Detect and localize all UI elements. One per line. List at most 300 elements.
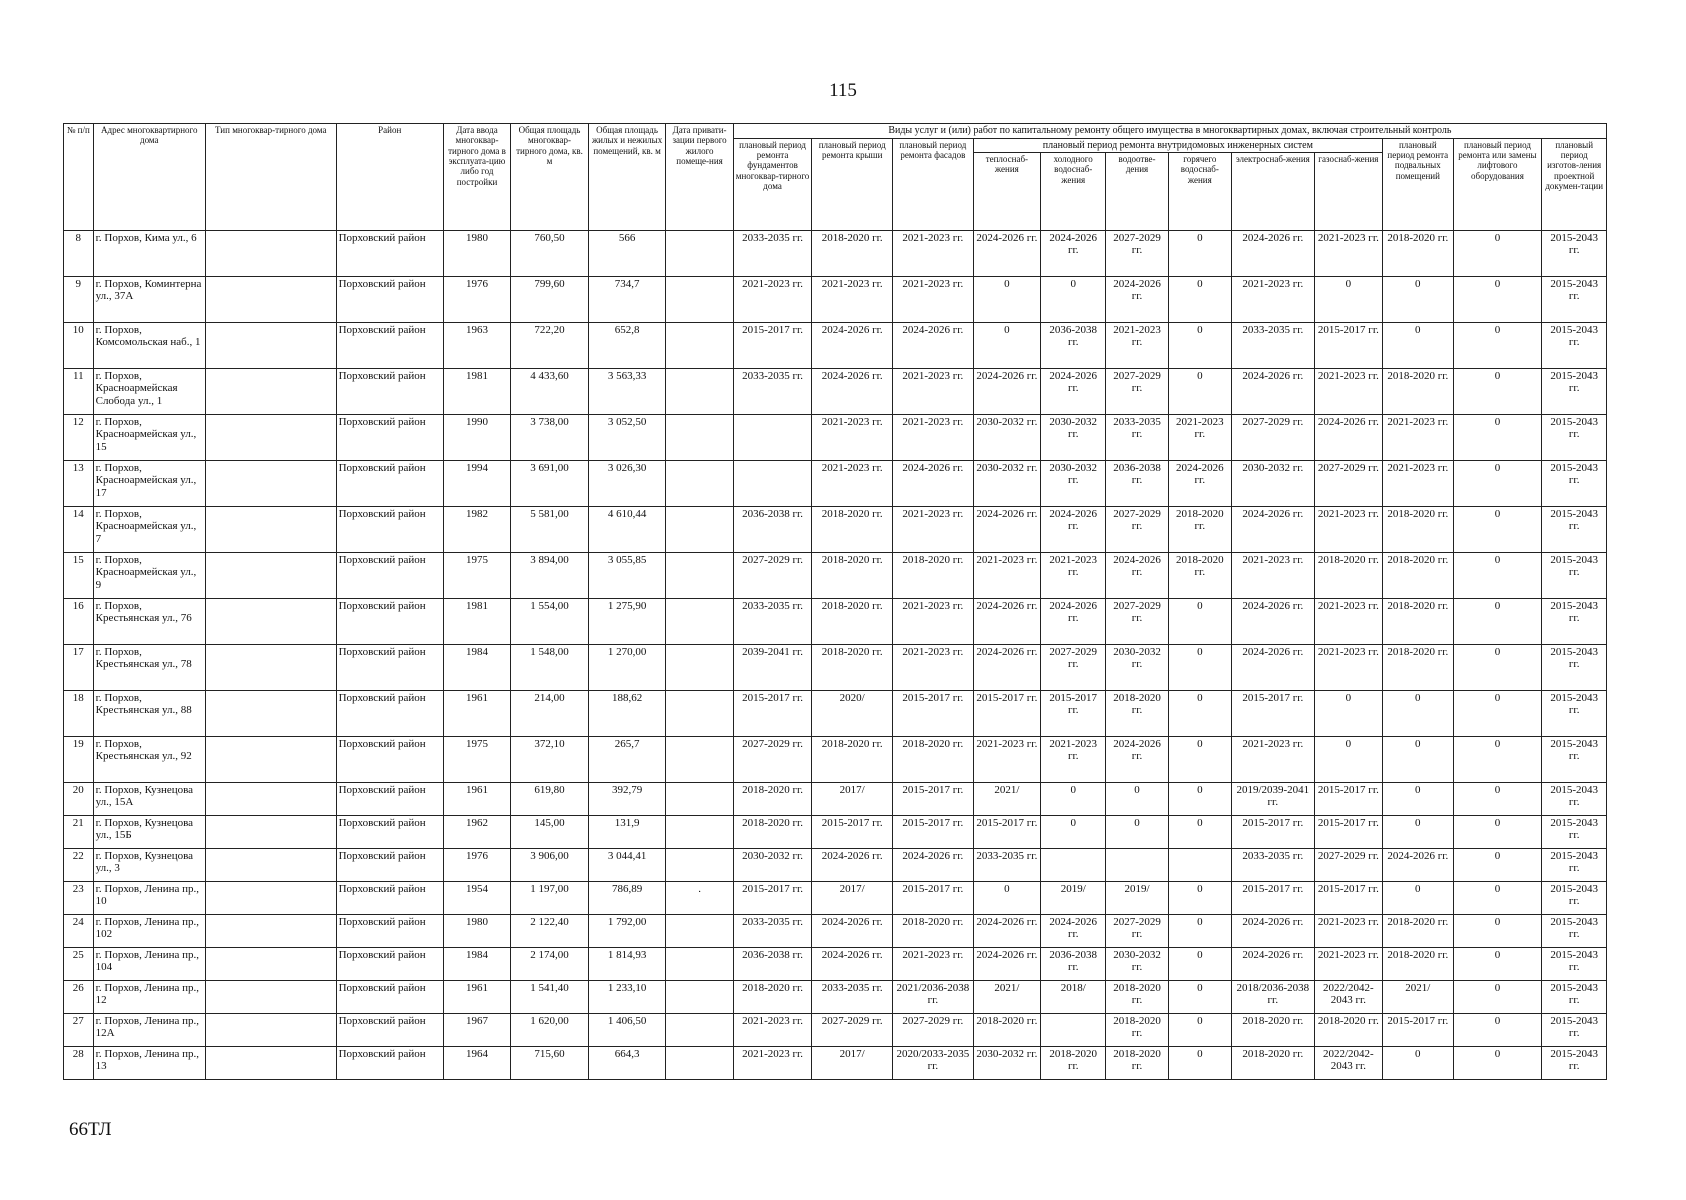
- year-cell: 1976: [443, 849, 510, 882]
- district-cell: Порховский район: [336, 645, 443, 691]
- electric-supply-cell: 2024-2026 гг.: [1231, 645, 1314, 691]
- total-area-cell: 1 197,00: [511, 882, 589, 915]
- total-area-cell: 3 691,00: [511, 461, 589, 507]
- facade-cell: 2024-2026 гг.: [893, 323, 974, 369]
- basement-cell: 2018-2020 гг.: [1383, 231, 1453, 277]
- privatization-cell: [666, 323, 733, 369]
- cold-water-cell: 2030-2032 гг.: [1041, 415, 1106, 461]
- facade-cell: 2015-2017 гг.: [893, 816, 974, 849]
- hot-water-cell: 0: [1168, 783, 1231, 816]
- lift-cell: 0: [1453, 691, 1542, 737]
- year-cell: 1967: [443, 1014, 510, 1047]
- living-area-cell: 664,3: [588, 1047, 666, 1080]
- row-number: 27: [64, 1014, 94, 1047]
- district-cell: Порховский район: [336, 691, 443, 737]
- basement-cell: 2018-2020 гг.: [1383, 948, 1453, 981]
- header-drainage: водоотве-дения: [1106, 153, 1168, 231]
- heat-supply-cell: 2015-2017 гг.: [973, 691, 1040, 737]
- roof-cell: 2027-2029 гг.: [812, 1014, 893, 1047]
- hot-water-cell: 0: [1168, 1014, 1231, 1047]
- row-number: 19: [64, 737, 94, 783]
- hot-water-cell: 0: [1168, 599, 1231, 645]
- basement-cell: 2021-2023 гг.: [1383, 461, 1453, 507]
- gas-supply-cell: 2024-2026 гг.: [1314, 415, 1382, 461]
- hot-water-cell: 2021-2023 гг.: [1168, 415, 1231, 461]
- foundation-cell: 2021-2023 гг.: [733, 277, 812, 323]
- electric-supply-cell: 2021-2023 гг.: [1231, 737, 1314, 783]
- year-cell: 1954: [443, 882, 510, 915]
- roof-cell: 2024-2026 гг.: [812, 948, 893, 981]
- hot-water-cell: [1168, 849, 1231, 882]
- privatization-cell: [666, 369, 733, 415]
- foundation-cell: 2027-2029 гг.: [733, 553, 812, 599]
- living-area-cell: 3 563,33: [588, 369, 666, 415]
- basement-cell: 2021-2023 гг.: [1383, 415, 1453, 461]
- district-cell: Порховский район: [336, 553, 443, 599]
- living-area-cell: 1 270,00: [588, 645, 666, 691]
- living-area-cell: 188,62: [588, 691, 666, 737]
- basement-cell: 2018-2020 гг.: [1383, 915, 1453, 948]
- address-cell: г. Порхов, Кузнецова ул., 3: [93, 849, 205, 882]
- year-cell: 1981: [443, 599, 510, 645]
- electric-supply-cell: 2024-2026 гг.: [1231, 915, 1314, 948]
- electric-supply-cell: 2015-2017 гг.: [1231, 691, 1314, 737]
- address-cell: г. Порхов, Комсомольская наб., 1: [93, 323, 205, 369]
- hot-water-cell: 0: [1168, 882, 1231, 915]
- row-number: 23: [64, 882, 94, 915]
- electric-supply-cell: 2019/2039-2041 гг.: [1231, 783, 1314, 816]
- drainage-cell: 0: [1106, 816, 1168, 849]
- privatization-cell: [666, 981, 733, 1014]
- cold-water-cell: 2024-2026 гг.: [1041, 915, 1106, 948]
- privatization-cell: [666, 599, 733, 645]
- electric-supply-cell: 2033-2035 гг.: [1231, 849, 1314, 882]
- row-number: 24: [64, 915, 94, 948]
- design-docs-cell: 2015-2043 гг.: [1542, 783, 1607, 816]
- drainage-cell: 2030-2032 гг.: [1106, 948, 1168, 981]
- address-cell: г. Порхов, Красноармейская Слобода ул., 1: [93, 369, 205, 415]
- basement-cell: 0: [1383, 1047, 1453, 1080]
- building-type-cell: [205, 231, 336, 277]
- foundation-cell: 2021-2023 гг.: [733, 1047, 812, 1080]
- design-docs-cell: 2015-2043 гг.: [1542, 1047, 1607, 1080]
- privatization-cell: [666, 737, 733, 783]
- cold-water-cell: 2024-2026 гг.: [1041, 231, 1106, 277]
- drainage-cell: 0: [1106, 783, 1168, 816]
- row-number: 22: [64, 849, 94, 882]
- design-docs-cell: 2015-2043 гг.: [1542, 737, 1607, 783]
- district-cell: Порховский район: [336, 415, 443, 461]
- lift-cell: 0: [1453, 783, 1542, 816]
- address-cell: г. Порхов, Кима ул., 6: [93, 231, 205, 277]
- heat-supply-cell: 2024-2026 гг.: [973, 231, 1040, 277]
- basement-cell: 2018-2020 гг.: [1383, 507, 1453, 553]
- hot-water-cell: 2018-2020 гг.: [1168, 553, 1231, 599]
- building-type-cell: [205, 737, 336, 783]
- privatization-cell: [666, 783, 733, 816]
- address-cell: г. Порхов, Крестьянская ул., 76: [93, 599, 205, 645]
- row-number: 9: [64, 277, 94, 323]
- heat-supply-cell: 2030-2032 гг.: [973, 415, 1040, 461]
- hot-water-cell: 2024-2026 гг.: [1168, 461, 1231, 507]
- year-cell: 1961: [443, 783, 510, 816]
- table-row: [64, 277, 1607, 323]
- row-number: 15: [64, 553, 94, 599]
- foundation-cell: 2015-2017 гг.: [733, 323, 812, 369]
- total-area-cell: 214,00: [511, 691, 589, 737]
- roof-cell: 2024-2026 гг.: [812, 849, 893, 882]
- cold-water-cell: 2027-2029 гг.: [1041, 645, 1106, 691]
- header-total-area: Общая площадь многоквар-тирного дома, кв. м: [511, 124, 589, 231]
- address-cell: г. Порхов, Крестьянская ул., 92: [93, 737, 205, 783]
- design-docs-cell: 2015-2043 гг.: [1542, 369, 1607, 415]
- header-roof: плановый период ремонта крыши: [812, 138, 893, 231]
- year-cell: 1975: [443, 553, 510, 599]
- year-cell: 1976: [443, 277, 510, 323]
- design-docs-cell: 2015-2043 гг.: [1542, 691, 1607, 737]
- hot-water-cell: 2018-2020 гг.: [1168, 507, 1231, 553]
- basement-cell: 2024-2026 гг.: [1383, 849, 1453, 882]
- gas-supply-cell: 2015-2017 гг.: [1314, 323, 1382, 369]
- cold-water-cell: 2024-2026 гг.: [1041, 369, 1106, 415]
- basement-cell: 0: [1383, 737, 1453, 783]
- year-cell: 1982: [443, 507, 510, 553]
- facade-cell: 2024-2026 гг.: [893, 461, 974, 507]
- design-docs-cell: 2015-2043 гг.: [1542, 415, 1607, 461]
- hot-water-cell: 0: [1168, 277, 1231, 323]
- address-cell: г. Порхов, Кузнецова ул., 15Б: [93, 816, 205, 849]
- year-cell: 1990: [443, 415, 510, 461]
- cold-water-cell: 2021-2023 гг.: [1041, 553, 1106, 599]
- heat-supply-cell: 0: [973, 882, 1040, 915]
- privatization-cell: [666, 461, 733, 507]
- foundation-cell: 2033-2035 гг.: [733, 231, 812, 277]
- foundation-cell: 2018-2020 гг.: [733, 783, 812, 816]
- basement-cell: 2018-2020 гг.: [1383, 369, 1453, 415]
- electric-supply-cell: 2024-2026 гг.: [1231, 599, 1314, 645]
- design-docs-cell: 2015-2043 гг.: [1542, 981, 1607, 1014]
- gas-supply-cell: 2021-2023 гг.: [1314, 948, 1382, 981]
- drainage-cell: 2021-2023 гг.: [1106, 323, 1168, 369]
- row-number: 13: [64, 461, 94, 507]
- facade-cell: 2021-2023 гг.: [893, 369, 974, 415]
- heat-supply-cell: 2015-2017 гг.: [973, 816, 1040, 849]
- address-cell: г. Порхов, Ленина пр., 102: [93, 915, 205, 948]
- living-area-cell: 786,89: [588, 882, 666, 915]
- total-area-cell: 2 122,40: [511, 915, 589, 948]
- row-number: 28: [64, 1047, 94, 1080]
- design-docs-cell: 2015-2043 гг.: [1542, 645, 1607, 691]
- header-gas: газоснаб-жения: [1314, 153, 1382, 231]
- heat-supply-cell: 2021/: [973, 783, 1040, 816]
- hot-water-cell: 0: [1168, 231, 1231, 277]
- gas-supply-cell: 2018-2020 гг.: [1314, 553, 1382, 599]
- foundation-cell: 2036-2038 гг.: [733, 948, 812, 981]
- heat-supply-cell: 0: [973, 323, 1040, 369]
- total-area-cell: 372,10: [511, 737, 589, 783]
- privatization-cell: [666, 415, 733, 461]
- foundation-cell: 2033-2035 гг.: [733, 599, 812, 645]
- year-cell: 1981: [443, 369, 510, 415]
- year-cell: 1984: [443, 645, 510, 691]
- privatization-cell: [666, 507, 733, 553]
- cold-water-cell: 2024-2026 гг.: [1041, 599, 1106, 645]
- hot-water-cell: 0: [1168, 1047, 1231, 1080]
- header-cold-water: холодного водоснаб-жения: [1041, 153, 1106, 231]
- table-row: [64, 645, 1607, 691]
- table-row: [64, 981, 1607, 1014]
- roof-cell: 2018-2020 гг.: [812, 737, 893, 783]
- cold-water-cell: 2018-2020 гг.: [1041, 1047, 1106, 1080]
- hot-water-cell: 0: [1168, 645, 1231, 691]
- basement-cell: 2021/: [1383, 981, 1453, 1014]
- hot-water-cell: 0: [1168, 737, 1231, 783]
- row-number: 17: [64, 645, 94, 691]
- address-cell: г. Порхов, Крестьянская ул., 88: [93, 691, 205, 737]
- gas-supply-cell: 2021-2023 гг.: [1314, 645, 1382, 691]
- roof-cell: 2017/: [812, 783, 893, 816]
- heat-supply-cell: 2024-2026 гг.: [973, 599, 1040, 645]
- cold-water-cell: 2018/: [1041, 981, 1106, 1014]
- gas-supply-cell: 0: [1314, 691, 1382, 737]
- table-row: [64, 231, 1607, 277]
- privatization-cell: [666, 691, 733, 737]
- design-docs-cell: 2015-2043 гг.: [1542, 507, 1607, 553]
- address-cell: г. Порхов, Ленина пр., 104: [93, 948, 205, 981]
- gas-supply-cell: 2021-2023 гг.: [1314, 599, 1382, 645]
- drainage-cell: 2027-2029 гг.: [1106, 369, 1168, 415]
- hot-water-cell: 0: [1168, 948, 1231, 981]
- year-cell: 1961: [443, 981, 510, 1014]
- design-docs-cell: 2015-2043 гг.: [1542, 323, 1607, 369]
- building-type-cell: [205, 507, 336, 553]
- table-row: [64, 415, 1607, 461]
- roof-cell: 2018-2020 гг.: [812, 599, 893, 645]
- gas-supply-cell: 2021-2023 гг.: [1314, 231, 1382, 277]
- row-number: 18: [64, 691, 94, 737]
- address-cell: г. Порхов, Коминтерна ул., 37А: [93, 277, 205, 323]
- header-type: Тип многоквар-тирного дома: [205, 124, 336, 231]
- living-area-cell: 1 814,93: [588, 948, 666, 981]
- cold-water-cell: 0: [1041, 783, 1106, 816]
- address-cell: г. Порхов, Красноармейская ул., 9: [93, 553, 205, 599]
- total-area-cell: 1 554,00: [511, 599, 589, 645]
- drainage-cell: 2018-2020 гг.: [1106, 981, 1168, 1014]
- facade-cell: 2027-2029 гг.: [893, 1014, 974, 1047]
- foundation-cell: 2036-2038 гг.: [733, 507, 812, 553]
- address-cell: г. Порхов, Ленина пр., 13: [93, 1047, 205, 1080]
- year-cell: 1980: [443, 231, 510, 277]
- lift-cell: 0: [1453, 553, 1542, 599]
- basement-cell: 0: [1383, 783, 1453, 816]
- footer-code: 66ТЛ: [69, 1119, 112, 1140]
- table-row: [64, 553, 1607, 599]
- cold-water-cell: 2024-2026 гг.: [1041, 507, 1106, 553]
- building-type-cell: [205, 461, 336, 507]
- facade-cell: 2021-2023 гг.: [893, 231, 974, 277]
- facade-cell: 2021-2023 гг.: [893, 277, 974, 323]
- building-type-cell: [205, 553, 336, 599]
- design-docs-cell: 2015-2043 гг.: [1542, 461, 1607, 507]
- total-area-cell: 715,60: [511, 1047, 589, 1080]
- electric-supply-cell: 2018/2036-2038 гг.: [1231, 981, 1314, 1014]
- table-row: [64, 507, 1607, 553]
- cold-water-cell: 2036-2038 гг.: [1041, 323, 1106, 369]
- privatization-cell: [666, 645, 733, 691]
- year-cell: 1975: [443, 737, 510, 783]
- district-cell: Порховский район: [336, 1014, 443, 1047]
- lift-cell: 0: [1453, 981, 1542, 1014]
- roof-cell: 2018-2020 гг.: [812, 231, 893, 277]
- lift-cell: 0: [1453, 277, 1542, 323]
- cold-water-cell: [1041, 1014, 1106, 1047]
- table-row: [64, 783, 1607, 816]
- lift-cell: 0: [1453, 948, 1542, 981]
- table-body: [64, 231, 1607, 1080]
- basement-cell: 0: [1383, 816, 1453, 849]
- drainage-cell: 2024-2026 гг.: [1106, 553, 1168, 599]
- district-cell: Порховский район: [336, 599, 443, 645]
- facade-cell: 2021-2023 гг.: [893, 948, 974, 981]
- roof-cell: 2021-2023 гг.: [812, 415, 893, 461]
- table-row: [64, 323, 1607, 369]
- total-area-cell: 799,60: [511, 277, 589, 323]
- address-cell: г. Порхов, Красноармейская ул., 17: [93, 461, 205, 507]
- living-area-cell: 1 406,50: [588, 1014, 666, 1047]
- row-number: 16: [64, 599, 94, 645]
- building-type-cell: [205, 816, 336, 849]
- electric-supply-cell: 2015-2017 гг.: [1231, 882, 1314, 915]
- cold-water-cell: 0: [1041, 277, 1106, 323]
- lift-cell: 0: [1453, 461, 1542, 507]
- lift-cell: 0: [1453, 1047, 1542, 1080]
- header-facade: плановый период ремонта фасадов: [893, 138, 974, 231]
- design-docs-cell: 2015-2043 гг.: [1542, 277, 1607, 323]
- table-row: [64, 849, 1607, 882]
- roof-cell: 2021-2023 гг.: [812, 277, 893, 323]
- total-area-cell: 619,80: [511, 783, 589, 816]
- hot-water-cell: 0: [1168, 691, 1231, 737]
- lift-cell: 0: [1453, 737, 1542, 783]
- lift-cell: 0: [1453, 915, 1542, 948]
- district-cell: Порховский район: [336, 915, 443, 948]
- lift-cell: 0: [1453, 415, 1542, 461]
- header-systems-group: плановый период ремонта внутридомовых инженерных систем: [973, 138, 1382, 153]
- district-cell: Порховский район: [336, 507, 443, 553]
- table-row: [64, 369, 1607, 415]
- drainage-cell: 2027-2029 гг.: [1106, 599, 1168, 645]
- basement-cell: 0: [1383, 691, 1453, 737]
- drainage-cell: 2027-2029 гг.: [1106, 915, 1168, 948]
- header-privat-date: Дата привати-зации первого жилого помеще-ния: [666, 124, 733, 231]
- header-row-1: [64, 124, 1607, 139]
- privatization-cell: [666, 948, 733, 981]
- basement-cell: 0: [1383, 277, 1453, 323]
- table-row: [64, 1047, 1607, 1080]
- year-cell: 1962: [443, 816, 510, 849]
- total-area-cell: 3 906,00: [511, 849, 589, 882]
- gas-supply-cell: 2027-2029 гг.: [1314, 461, 1382, 507]
- foundation-cell: [733, 461, 812, 507]
- building-type-cell: [205, 1014, 336, 1047]
- electric-supply-cell: 2033-2035 гг.: [1231, 323, 1314, 369]
- drainage-cell: 2024-2026 гг.: [1106, 737, 1168, 783]
- table-row: [64, 461, 1607, 507]
- facade-cell: 2021-2023 гг.: [893, 645, 974, 691]
- facade-cell: 2021-2023 гг.: [893, 415, 974, 461]
- living-area-cell: 734,7: [588, 277, 666, 323]
- heat-supply-cell: 2033-2035 гг.: [973, 849, 1040, 882]
- gas-supply-cell: 0: [1314, 737, 1382, 783]
- table-row: [64, 915, 1607, 948]
- lift-cell: 0: [1453, 645, 1542, 691]
- foundation-cell: 2015-2017 гг.: [733, 882, 812, 915]
- building-type-cell: [205, 1047, 336, 1080]
- heat-supply-cell: 2024-2026 гг.: [973, 507, 1040, 553]
- roof-cell: 2021-2023 гг.: [812, 461, 893, 507]
- table-row: [64, 816, 1607, 849]
- facade-cell: 2024-2026 гг.: [893, 849, 974, 882]
- total-area-cell: 722,20: [511, 323, 589, 369]
- roof-cell: 2018-2020 гг.: [812, 553, 893, 599]
- cold-water-cell: 2015-2017 гг.: [1041, 691, 1106, 737]
- drainage-cell: 2027-2029 гг.: [1106, 231, 1168, 277]
- foundation-cell: 2033-2035 гг.: [733, 369, 812, 415]
- drainage-cell: 2033-2035 гг.: [1106, 415, 1168, 461]
- year-cell: 1984: [443, 948, 510, 981]
- district-cell: Порховский район: [336, 277, 443, 323]
- roof-cell: 2017/: [812, 1047, 893, 1080]
- table-row: [64, 1014, 1607, 1047]
- lift-cell: 0: [1453, 323, 1542, 369]
- heat-supply-cell: 2030-2032 гг.: [973, 461, 1040, 507]
- design-docs-cell: 2015-2043 гг.: [1542, 849, 1607, 882]
- header-date-in: Дата ввода многоквар-тирного дома в эксплуата-цию либо год постройки: [443, 124, 510, 231]
- electric-supply-cell: 2021-2023 гг.: [1231, 277, 1314, 323]
- heat-supply-cell: 2021-2023 гг.: [973, 553, 1040, 599]
- building-type-cell: [205, 691, 336, 737]
- gas-supply-cell: 2022/2042-2043 гг.: [1314, 1047, 1382, 1080]
- facade-cell: 2018-2020 гг.: [893, 553, 974, 599]
- heat-supply-cell: 2024-2026 гг.: [973, 948, 1040, 981]
- row-number: 25: [64, 948, 94, 981]
- building-type-cell: [205, 981, 336, 1014]
- building-type-cell: [205, 415, 336, 461]
- address-cell: г. Порхов, Ленина пр., 12: [93, 981, 205, 1014]
- total-area-cell: 3 894,00: [511, 553, 589, 599]
- header-basement: плановый период ремонта подвальных помещений: [1383, 138, 1453, 231]
- header-design-docs: плановый период изготов-ления проектной докумен-тации: [1542, 138, 1607, 231]
- lift-cell: 0: [1453, 1014, 1542, 1047]
- district-cell: Порховский район: [336, 737, 443, 783]
- gas-supply-cell: 2027-2029 гг.: [1314, 849, 1382, 882]
- table-row: [64, 948, 1607, 981]
- privatization-cell: [666, 1014, 733, 1047]
- address-cell: г. Порхов, Красноармейская ул., 7: [93, 507, 205, 553]
- foundation-cell: [733, 415, 812, 461]
- year-cell: 1980: [443, 915, 510, 948]
- cold-water-cell: 2036-2038 гг.: [1041, 948, 1106, 981]
- table-row: [64, 882, 1607, 915]
- heat-supply-cell: 2024-2026 гг.: [973, 915, 1040, 948]
- facade-cell: 2015-2017 гг.: [893, 783, 974, 816]
- lift-cell: 0: [1453, 816, 1542, 849]
- district-cell: Порховский район: [336, 1047, 443, 1080]
- building-type-cell: [205, 849, 336, 882]
- address-cell: г. Порхов, Ленина пр., 10: [93, 882, 205, 915]
- header-district: Район: [336, 124, 443, 231]
- living-area-cell: 3 052,50: [588, 415, 666, 461]
